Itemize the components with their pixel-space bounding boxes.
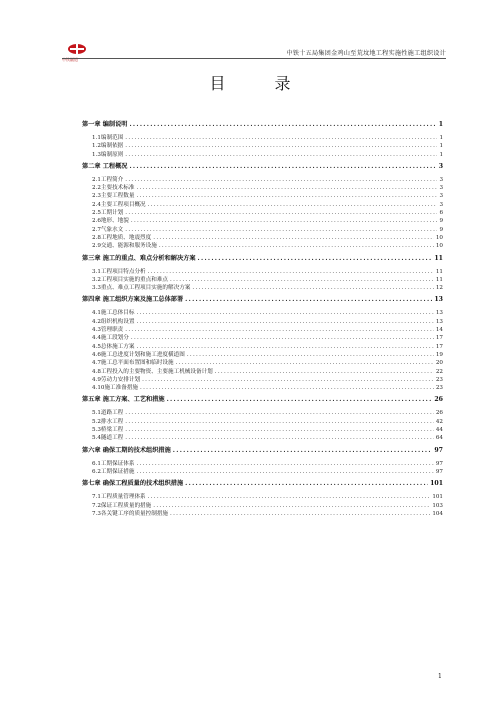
toc-entry-page: 11 [435, 276, 443, 283]
toc-leader-dots [148, 493, 431, 501]
toc-entry-label: 6.1工期保证体系 [92, 460, 135, 467]
toc-entry-page: 13 [435, 318, 443, 325]
toc-entry-page: 17 [435, 343, 443, 350]
toc-entry-page: 97 [435, 460, 443, 467]
toc-leader-dots [176, 359, 434, 367]
toc-entry-label: 4.9劳动力安排计划 [92, 376, 141, 383]
toc-entry-page: 11 [434, 254, 443, 262]
toc-leader-dots [136, 309, 433, 317]
toc-entry-label: 1.2编制依据 [92, 143, 124, 150]
toc-entry-page: 97 [434, 446, 443, 454]
toc-section-entry[interactable] [82, 151, 443, 159]
toc-section-entry[interactable] [82, 284, 443, 292]
toc-entry-page: 19 [435, 351, 443, 358]
toc-entry-label: 2.4主要工程项目概况 [92, 201, 146, 208]
toc-entry-page: 26 [435, 410, 443, 417]
toc-entry-page: 14 [435, 327, 443, 334]
toc-section-entry[interactable] [82, 334, 443, 342]
toc-leader-dots [125, 176, 437, 184]
table-of-contents [82, 120, 443, 518]
toc-entry-page: 13 [435, 310, 443, 317]
toc-entry-page: 1 [439, 143, 443, 150]
toc-chapter-entry[interactable] [82, 162, 443, 172]
toc-entry-page: 42 [435, 418, 443, 425]
toc-leader-dots [136, 184, 437, 192]
toc-section-entry[interactable] [82, 234, 443, 242]
toc-entry-label: 第二章 工程概况 [82, 162, 128, 170]
toc-section-entry[interactable] [82, 418, 443, 426]
page-number: 1 [438, 673, 442, 680]
toc-entry-label: 2.6地形、地貌 [92, 218, 129, 225]
logo-text: 中铁隧道 [62, 57, 78, 62]
toc-leader-dots [131, 217, 438, 225]
toc-leader-dots [125, 226, 437, 234]
toc-leader-dots [125, 426, 434, 434]
toc-leader-dots [125, 142, 437, 150]
toc-entry-page: 101 [430, 480, 443, 488]
toc-entry-page: 3 [438, 162, 443, 170]
toc-section-entry[interactable] [82, 326, 443, 334]
toc-leader-dots [136, 343, 433, 351]
toc-entry-page: 3 [439, 193, 443, 200]
toc-entry-page: 1 [438, 121, 443, 128]
toc-chapter-entry[interactable] [82, 479, 443, 489]
toc-entry-page: 22 [435, 368, 443, 375]
toc-section-entry[interactable] [82, 376, 443, 384]
toc-entry-page: 3 [439, 176, 443, 183]
toc-leader-dots [159, 242, 434, 250]
toc-leader-dots [136, 468, 433, 476]
toc-section-entry[interactable] [82, 309, 443, 317]
toc-entry-page: 13 [434, 296, 443, 304]
toc-leader-dots [125, 151, 437, 159]
toc-chapter-entry[interactable] [82, 395, 443, 405]
toc-chapter-entry[interactable] [82, 295, 443, 305]
toc-leader-dots [129, 162, 436, 172]
toc-leader-dots [125, 134, 437, 142]
toc-section-entry[interactable] [82, 351, 443, 359]
toc-section-entry[interactable] [82, 343, 443, 351]
toc-section-entry[interactable] [82, 468, 443, 476]
toc-entry-label: 2.8工程地质、地震烈度 [92, 234, 152, 241]
toc-leader-dots [131, 334, 434, 342]
toc-entry-page: 6 [439, 210, 443, 217]
toc-entry-label: 7.3各关键工序的质量控制措施 [92, 510, 169, 517]
toc-section-entry[interactable] [82, 176, 443, 184]
toc-entry-label: 4.6施工总进度计划和施工进度横道图 [92, 351, 185, 358]
toc-section-entry[interactable] [82, 134, 443, 142]
toc-entry-label: 4.4施工段划分 [92, 335, 129, 342]
header-title: 中铁十五局集团金鸡山至荒坟地工程实施性施工组织设计 [286, 50, 446, 57]
toc-entry-label: 4.10施工准备措施 [92, 385, 139, 392]
toc-section-entry[interactable] [82, 201, 443, 209]
toc-entry-label: 3.2工程项目实施的重点和难点 [92, 276, 169, 283]
toc-section-entry[interactable] [82, 192, 443, 200]
toc-section-entry[interactable] [82, 409, 443, 417]
toc-entry-label: 第一章 编制说明 [82, 121, 128, 128]
toc-entry-label: 4.8工程投入的主要物资、主要施工机械设备计划 [92, 368, 213, 375]
toc-leader-dots [136, 460, 433, 468]
toc-leader-dots [125, 434, 434, 442]
toc-entry-label: 7.1工程质量管理体系 [92, 494, 146, 501]
toc-entry-page: 1 [439, 135, 443, 141]
toc-entry-page: 11 [435, 268, 443, 275]
toc-entry-label: 1.3编制原则 [92, 151, 124, 158]
toc-entry-page: 44 [435, 427, 443, 434]
toc-leader-dots [125, 326, 434, 334]
toc-leader-dots [140, 384, 434, 392]
toc-entry-page: 3 [439, 185, 443, 192]
toc-leader-dots [125, 409, 434, 417]
toc-entry-label: 2.1工程简介 [92, 176, 124, 183]
header-rule [62, 58, 446, 59]
toc-entry-label: 3.1工程项目特点分析 [92, 268, 146, 275]
toc-entry-page: 10 [435, 234, 443, 241]
toc-entry-label: 4.3管理职责 [92, 327, 124, 334]
toc-entry-label: 5.4隧道工程 [92, 435, 124, 442]
toc-leader-dots [142, 376, 434, 384]
toc-chapter-entry[interactable] [82, 254, 443, 264]
toc-entry-page: 103 [432, 502, 443, 509]
toc-entry-label: 3.3重点、难点工程项目实施的解决方案 [92, 285, 191, 292]
toc-section-entry[interactable] [82, 209, 443, 217]
toc-entry-label: 7.2保证工程质量的措施 [92, 502, 152, 509]
toc-entry-page: 26 [434, 396, 443, 404]
toc-leader-dots [185, 295, 432, 305]
toc-section-entry[interactable] [82, 268, 443, 276]
toc-leader-dots [129, 120, 436, 130]
toc-entry-page: 101 [432, 494, 443, 501]
toc-entry-page: 23 [435, 385, 443, 392]
toc-section-entry[interactable] [82, 384, 443, 392]
toc-entry-page: 17 [435, 335, 443, 342]
toc-section-entry[interactable] [82, 493, 443, 501]
toc-entry-label: 2.5工期计划 [92, 210, 124, 217]
toc-section-entry[interactable] [82, 510, 443, 518]
toc-entry-label: 2.7气象水文 [92, 226, 124, 233]
toc-entry-label: 5.2排水工程 [92, 418, 124, 425]
toc-section-entry[interactable] [82, 142, 443, 150]
toc-section-entry[interactable] [82, 502, 443, 510]
toc-section-entry[interactable] [82, 359, 443, 367]
toc-entry-page: 104 [432, 510, 443, 517]
toc-section-entry[interactable] [82, 242, 443, 250]
toc-entry-page: 12 [435, 285, 443, 292]
toc-entry-page: 97 [435, 468, 443, 475]
toc-section-entry[interactable] [82, 226, 443, 234]
toc-leader-dots [136, 192, 437, 200]
toc-entry-label: 第六章 确保工期的技术组织措施 [82, 446, 171, 454]
toc-leader-dots [185, 479, 428, 489]
toc-leader-dots [198, 254, 433, 264]
toc-entry-page: 10 [435, 243, 443, 250]
toc-leader-dots [153, 502, 430, 510]
toc-leader-dots [148, 268, 434, 276]
toc-leader-dots [187, 351, 434, 359]
toc-entry-label: 4.1施工总体目标 [92, 310, 135, 317]
toc-section-entry[interactable] [82, 434, 443, 442]
toc-section-entry[interactable] [82, 368, 443, 376]
toc-entry-page: 20 [435, 360, 443, 367]
toc-entry-label: 6.2工期保证措施 [92, 468, 135, 475]
toc-entry-label: 4.7施工总平面布置图和临时设施 [92, 360, 174, 367]
toc-chapter-entry[interactable] [82, 446, 443, 456]
toc-entry-label: 4.5总体施工方案 [92, 343, 135, 350]
toc-entry-label: 第七章 确保工程质量的技术组织措施 [82, 480, 184, 488]
toc-entry-page: 3 [439, 201, 443, 208]
toc-entry-page: 23 [435, 376, 443, 383]
toc-entry-label: 4.2组织机构设置 [92, 318, 135, 325]
toc-section-entry[interactable] [82, 217, 443, 225]
toc-entry-label: 第五章 施工方案、工艺和措施 [82, 396, 165, 404]
toc-entry-label: 5.1道路工程 [92, 410, 124, 417]
toc-section-entry[interactable] [82, 276, 443, 284]
toc-leader-dots [170, 510, 430, 518]
toc-entry-page: 9 [439, 218, 443, 225]
toc-entry-label: 2.9交通、能源和服务设施 [92, 243, 157, 250]
toc-section-entry[interactable] [82, 426, 443, 434]
toc-leader-dots [136, 318, 433, 326]
toc-entry-label: 2.3主要工程数量 [92, 193, 135, 200]
toc-leader-dots [153, 234, 434, 242]
toc-leader-dots [170, 276, 434, 284]
toc-entry-label: 第四章 施工组织方案及施工总体部署 [82, 296, 184, 304]
toc-entry-label: 2.2主要技术标准 [92, 185, 135, 192]
toc-section-entry[interactable] [82, 184, 443, 192]
toc-chapter-entry[interactable] [82, 120, 443, 130]
toc-entry-page: 1 [439, 151, 443, 158]
toc-entry-page: 9 [439, 226, 443, 233]
toc-section-entry[interactable] [82, 460, 443, 468]
toc-leader-dots [125, 209, 437, 217]
toc-leader-dots [173, 446, 433, 456]
toc-leader-dots [192, 284, 433, 292]
toc-entry-label: 第三章 施工的重点、难点分析和解决方案 [82, 254, 196, 262]
toc-entry-label: 5.3桥梁工程 [92, 427, 124, 434]
page-title: 目 录 [209, 74, 313, 93]
toc-entry-label: 1.1编制范围 [92, 135, 124, 141]
toc-entry-page: 64 [435, 435, 443, 442]
toc-leader-dots [215, 368, 434, 376]
toc-leader-dots [125, 418, 434, 426]
toc-leader-dots [148, 201, 438, 209]
toc-leader-dots [167, 395, 433, 405]
toc-section-entry[interactable] [82, 318, 443, 326]
